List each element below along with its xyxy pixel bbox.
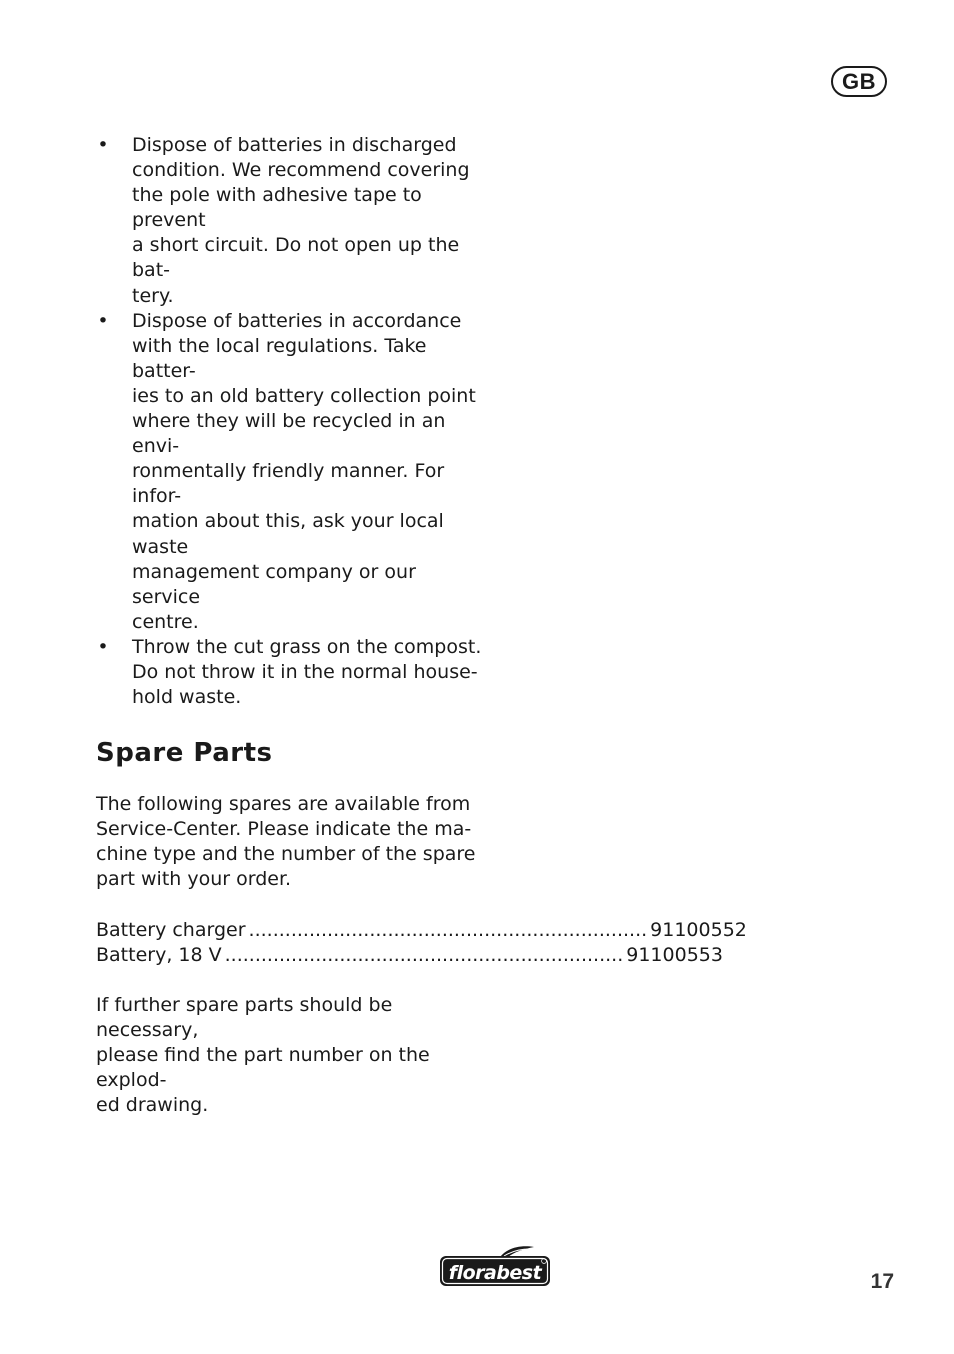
bullet-icon: • [97,635,109,658]
text-line: with the local regulations. Take batter- [132,334,427,382]
text-line: If further spare parts should be necessary, [96,993,393,1041]
list-item [96,309,486,635]
text-line: Dispose of batteries in accordance [132,309,462,332]
bullet-icon: • [97,309,109,332]
list-item [96,133,486,309]
text-line: part with your order. [96,868,292,891]
text-line: ed drawing. [96,1094,209,1117]
part-row [96,943,723,968]
text-line: Dispose of batteries in discharged [132,134,457,156]
outro-paragraph [96,993,486,1118]
bullet-text [132,635,486,710]
part-number: 91100552 [650,918,747,941]
text-line: chine type and the number of the spare [96,843,476,866]
text-line: mation about this, ask your local waste [132,510,444,558]
text-line: where they will be recycled in an envi- [132,410,446,458]
bullet-list [96,133,486,710]
text-line: hold waste. [132,686,242,709]
dot-leader: .................................................................. [248,918,648,941]
intro-paragraph [96,792,486,892]
parts-list [96,918,747,968]
bullet-text [132,133,486,309]
text-line: centre. [132,610,199,633]
text-line: ronmentally friendly manner. For infor- [132,460,445,508]
language-badge: GB [831,66,887,97]
list-item [96,635,486,710]
text-line: tery. [132,284,174,307]
text-line: Throw the cut grass on the compost. [132,635,482,658]
text-line: a short circuit. Do not open up the bat- [132,234,460,282]
dot-leader: .................................................................. [224,943,624,966]
content-column [96,133,747,1118]
part-row [96,918,747,943]
text-line: Do not throw it in the normal house- [132,660,478,683]
page-number: 17 [870,1270,894,1293]
text-line: The following spares are available from [96,793,471,816]
section-heading: Spare Parts [96,738,273,769]
part-name: Battery charger [96,918,246,941]
part-name: Battery, 18 V [96,943,222,966]
text-line: ies to an old battery collection point [132,384,476,407]
text-line: please find the part number on the explod- [96,1043,430,1091]
text-line: Service-Center. Please indicate the ma- [96,818,472,841]
text-line: management company or our service [132,560,416,608]
florabest-logo [438,1243,552,1289]
text-line: the pole with adhesive tape to prevent [132,184,422,232]
text-line: condition. We recommend covering [132,159,470,182]
bullet-text [132,309,486,635]
part-number: 91100553 [626,943,723,966]
logo-wordmark: florabest [448,1262,542,1284]
bullet-icon: • [97,134,109,156]
